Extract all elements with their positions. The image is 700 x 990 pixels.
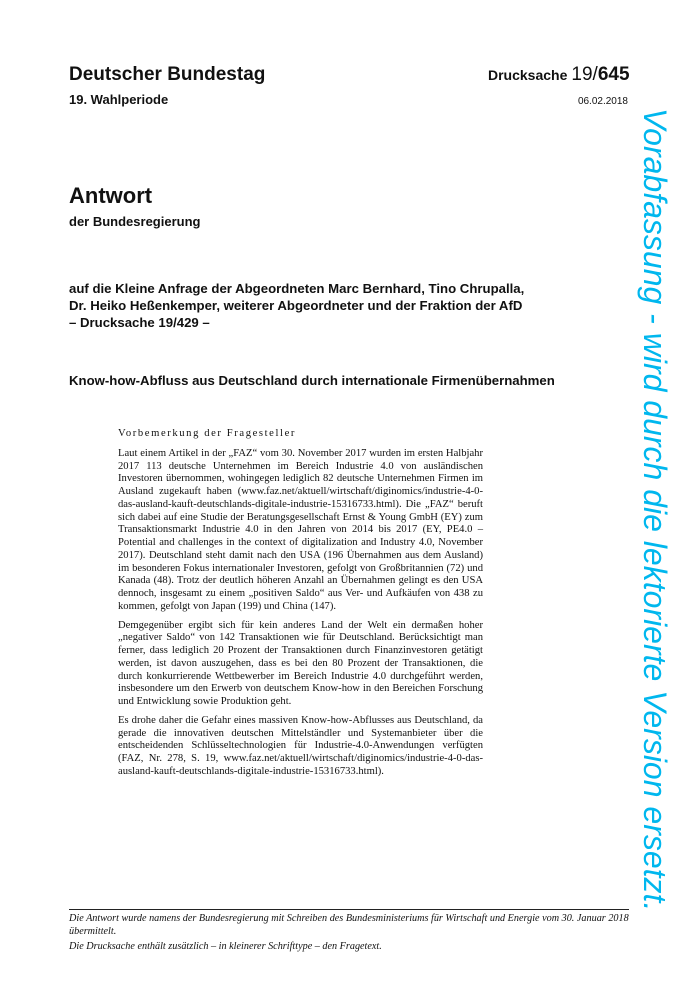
- document-date: 06.02.2018: [577, 96, 628, 107]
- footer-notes: [69, 913, 639, 957]
- preface-section: [118, 428, 483, 785]
- preface-paragraph: Laut einem Artikel in der „FAZ“ vom 30. November 2017 wurden im ersten Halbjahr 2017 113 deutsche Unternehmen im Bereich Industrie 4.0 von ausländischen Investoren übernommen, wohingegen lediglich 82 deutsche Unternehmen Firmen im Ausland zugekauft haben (www.faz.net/aktuell/wirtschaft/diginomics/industrie-4-0-das-ausland-kauft-deutschlands-digitale-industrie-15316733.html). Die „FAZ“ beruft sich dabei auf eine Studie der Beratungsgesellschaft Ernst & Young GmbH (EY) zum Transaktionsmarkt Industrie 4.0 in den Jahren von 2014 bis 2017 (EY, PE4.0 – Potential and challenges in the context of digitalization and Industry 4.0, November 2017). Deutschland steht damit nach den USA (196 Übernahmen aus dem Ausland) im besonderen Fokus internationaler Investoren, gefolgt von Großbritannien (72) und Kanada (48). Trotz der deutlich höheren Anzahl an Übernahmen gelingt es den USA dennoch, insgesamt zu einem „positiven Saldo“ aus Ver- und Aufkäufen von 438 zu kommen, gefolgt von Japan (199) und China (147).: [118, 447, 483, 612]
- drucksache-prefix: 19/: [571, 64, 598, 85]
- inquiry-block: [69, 281, 589, 331]
- drucksache-suffix: 645: [597, 64, 630, 85]
- draft-watermark: Vorabfassung - wird durch die lektorierte Version ersetzt.: [637, 108, 673, 912]
- legislative-period: 19. Wahlperiode: [69, 92, 169, 107]
- footer-note-transmission: Die Antwort wurde namens der Bundesregierung mit Schreiben des Bundesministeriums für Wirtschaft und Energie vom 30. Januar 2018 übermittelt.: [69, 913, 629, 937]
- preface-paragraph: Demgegenüber ergibt sich für kein anderes Land der Welt ein dermaßen hoher „negativer Saldo“ von 142 Transaktionen wie für Deutschland. Berücksichtigt man ferner, dass lediglich 20 Prozent der Transaktionen durch Finanzinvestoren getätigt werden, ist davon auszugehen, dass es bei den 80 Prozent der Transaktionen, die durch konkurrierende Wettbewerber im Bereich Industrie 4.0 durchgeführt werden, insbesondere um den Erwerb von deutschem Know-how in den Bereichen Forschung und Entwicklung sowie Produktion geht.: [118, 619, 483, 707]
- document-title: Antwort: [69, 183, 153, 208]
- drucksache-number: [488, 64, 630, 86]
- document-subtitle: der Bundesregierung: [69, 214, 201, 229]
- inquiry-line: Dr. Heiko Heßenkemper, weiterer Abgeordneter und der Fraktion der AfD: [69, 297, 523, 313]
- footer-note-fragetext: Die Drucksache enthält zusätzlich – in kleinerer Schrifttype – den Fragetext.: [69, 941, 382, 952]
- footer-divider: [69, 909, 629, 910]
- inquiry-line: – Drucksache 19/429 –: [69, 314, 210, 330]
- organization-title: Deutscher Bundestag: [69, 64, 266, 85]
- preface-heading: Vorbemerkung der Fragesteller: [118, 428, 296, 439]
- preface-paragraph: Es drohe daher die Gefahr eines massiven Know-how-Abflusses aus Deutschland, da gerade die innovativen deutschen Mittelständler und Systemanbieter über die entscheidenden Schlüsseltechnologien für Industrie-4.0-Anwendungen verfügten (FAZ, Nr. 278, S. 19, www.faz.net/aktuell/wirtschaft/diginomics/industrie-4-0-das-ausland-kauft-deutschlands-digitale-industrie-15316733.html).: [118, 714, 483, 777]
- topic-heading: Know-how-Abfluss aus Deutschland durch internationale Firmenübernahmen: [69, 373, 555, 388]
- inquiry-line: auf die Kleine Anfrage der Abgeordneten Marc Bernhard, Tino Chrupalla,: [69, 281, 525, 296]
- drucksache-id: [571, 64, 629, 85]
- drucksache-label: Drucksache: [488, 67, 568, 83]
